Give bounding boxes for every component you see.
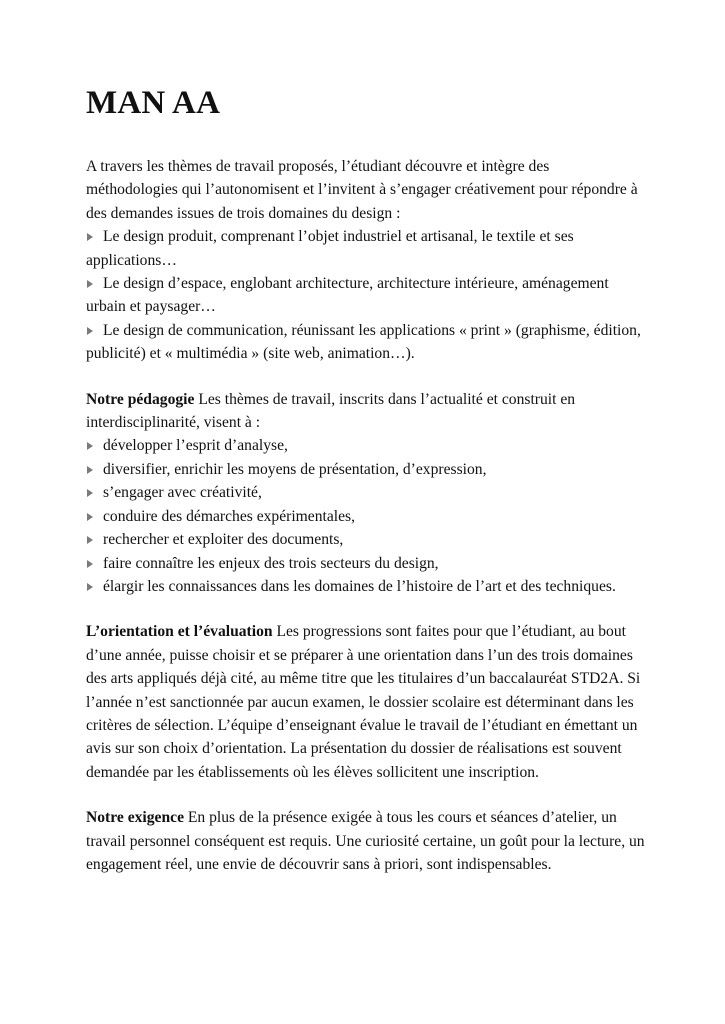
triangle-right-icon (87, 233, 93, 241)
intro-section (86, 155, 645, 366)
exigence-section (86, 806, 645, 876)
section-heading: Notre pédagogie (86, 390, 195, 408)
intro-paragraph: A travers les thèmes de travail proposés, l’étudiant découvre et intègre des méthodologies qui l’autonomisent et l’invitent à s’engager créativement pour répondre à des demandes issues de trois domaines du design : (86, 158, 638, 222)
list-item-text: s’engager avec créativité, (103, 484, 262, 502)
list-item-text: diversifier, enrichir les moyens de présentation, d’expression, (103, 460, 487, 478)
triangle-right-icon (87, 442, 93, 450)
list-item (86, 505, 645, 528)
list-item-text: développer l’esprit d’analyse, (103, 437, 288, 455)
list-item (86, 272, 645, 319)
orientation-section (86, 620, 645, 784)
list-item (86, 225, 645, 272)
list-item-text: Le design de communication, réunissant les applications « print » (graphisme, édition, publicité) et « multimédia » (site web, animation…). (86, 321, 641, 363)
list-item-text: faire connaître les enjeux des trois secteurs du design, (103, 554, 439, 572)
section-text: Les progressions sont faites pour que l’étudiant, au bout d’une année, puisse choisir et se préparer à une orientation dans l’un des trois domaines des arts appliqués déjà cité, au même titre que les titulaires d’un baccalauréat STD2A. Si l’année n’est sanctionnée par aucun examen, le dossier scolaire est déterminant dans les critères de sélection. L’équipe d’enseignant évalue le travail de l’étudiant en émettant un avis sur son choix d’orientation. La présentation du dossier de réalisations est souvent demandée par les établissements où les élèves sollicitent une inscription. (86, 623, 641, 781)
list-item-text: Le design d’espace, englobant architecture, architecture intérieure, aménagement urbain et paysager… (86, 275, 609, 316)
list-item (86, 481, 645, 504)
list-item (86, 552, 645, 575)
list-item-text: conduire des démarches expérimentales, (103, 507, 355, 525)
triangle-right-icon (87, 513, 93, 521)
triangle-right-icon (87, 560, 93, 568)
section-text: En plus de la présence exigée à tous les cours et séances d’atelier, un travail personnel conséquent est requis. Une curiosité certaine, un goût pour la lecture, un engagement réel, une envie de découvrir sans à priori, sont indispensables. (86, 809, 645, 873)
triangle-right-icon (87, 489, 93, 497)
triangle-right-icon (87, 583, 93, 591)
section-text: Les thèmes de travail, inscrits dans l’actualité et construit en interdisciplinarité, visent à : (86, 390, 576, 432)
list-item (86, 528, 645, 551)
list-item-text: rechercher et exploiter des documents, (103, 531, 344, 549)
section-heading: L’orientation et l’évaluation (86, 623, 273, 641)
orientation-paragraph (86, 620, 645, 784)
list-item (86, 575, 645, 598)
triangle-right-icon (87, 536, 93, 544)
list-item (86, 434, 645, 457)
exigence-paragraph (86, 806, 645, 876)
page-title: MAN AA (86, 85, 221, 121)
triangle-right-icon (87, 466, 93, 474)
pedagogie-paragraph (86, 388, 645, 435)
list-item-text: Le design produit, comprenant l’objet industriel et artisanal, le textile et ses applications… (86, 228, 574, 269)
triangle-right-icon (87, 327, 93, 335)
pedagogie-section (86, 388, 645, 599)
list-item (86, 458, 645, 481)
list-item (86, 319, 645, 366)
triangle-right-icon (87, 280, 93, 288)
list-item-text: élargir les connaissances dans les domaines de l’histoire de l’art et des techniques. (103, 577, 616, 595)
section-heading: Notre exigence (86, 809, 184, 827)
